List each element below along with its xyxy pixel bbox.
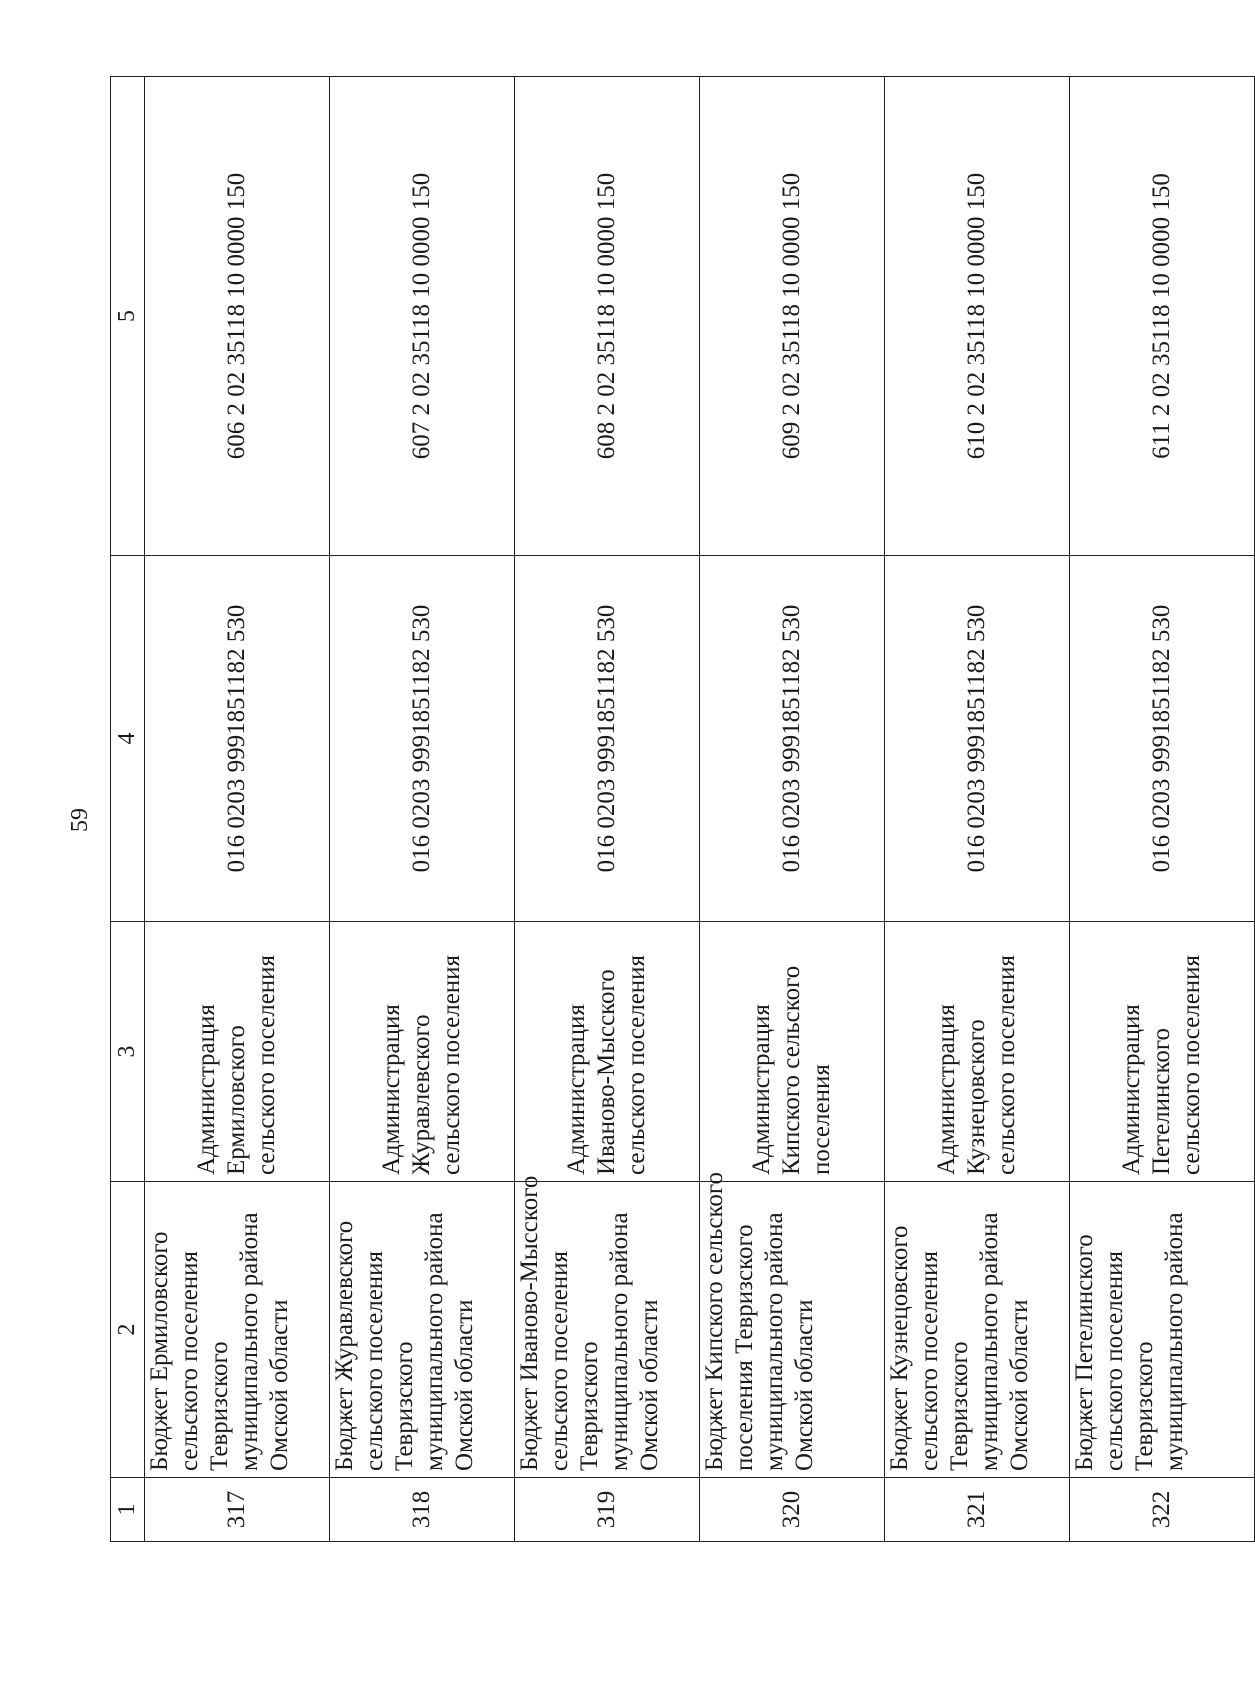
budget-name-cell <box>144 1182 329 1478</box>
revenue-code-cell: 610 2 02 35118 10 0000 150 <box>884 77 1069 556</box>
budget-name-cell <box>699 1172 884 1478</box>
expense-code-cell: 016 0203 9991851182 530 <box>329 556 514 922</box>
administrator-line: сельского поселения <box>1177 954 1205 1175</box>
budget-name-cell <box>514 1175 699 1478</box>
budget-name-line: муниципального района <box>760 1212 788 1471</box>
budget-name-line: Бюджет Ермиловского <box>145 1231 173 1471</box>
budget-table-rotated <box>110 77 1255 1542</box>
budget-name-line: сельского поселения <box>1100 1250 1128 1471</box>
budget-name-line: Тевризского <box>390 1341 418 1471</box>
administrator-cell <box>699 922 884 1182</box>
budget-name-line: Тевризского <box>575 1341 603 1471</box>
revenue-code-cell: 611 2 02 35118 10 0000 150 <box>1069 77 1254 556</box>
expense-code-cell: 016 0203 9991851182 530 <box>884 556 1069 922</box>
administrator-cell <box>884 922 1069 1182</box>
administrator-cell <box>144 922 329 1182</box>
table-header-row <box>111 77 145 1542</box>
table-row <box>699 77 884 1542</box>
revenue-code-cell: 606 2 02 35118 10 0000 150 <box>144 77 329 556</box>
budget-name-line: поселения Тевризского <box>730 1224 758 1471</box>
administrator-line: сельского поселения <box>437 954 465 1175</box>
table-row <box>1069 77 1254 1542</box>
row-number: 319 <box>514 1478 699 1542</box>
budget-name-line: муниципального района <box>235 1212 263 1471</box>
row-number: 321 <box>884 1478 1069 1542</box>
column-header-5: 5 <box>111 77 145 556</box>
table-row <box>329 77 514 1542</box>
budget-name-line: Омской области <box>450 1299 478 1471</box>
column-header-2: 2 <box>111 1182 145 1478</box>
administrator-cell <box>329 922 514 1182</box>
expense-code-cell: 016 0203 9991851182 530 <box>514 556 699 922</box>
budget-name-line: Омской области <box>265 1299 293 1471</box>
column-header-4: 4 <box>111 556 145 922</box>
row-number: 318 <box>329 1478 514 1542</box>
administrator-line: Администрация <box>562 1004 590 1175</box>
administrator-cell <box>1069 922 1254 1182</box>
budget-name-line: муниципального района <box>1160 1212 1188 1471</box>
table-row <box>884 77 1069 1542</box>
administrator-line: сельского поселения <box>252 954 280 1175</box>
budget-name-line: Тевризского <box>1130 1341 1158 1471</box>
budget-name-line: сельского поселения <box>360 1250 388 1471</box>
administrator-line: Петелинского <box>1147 1027 1175 1175</box>
revenue-code-cell: 607 2 02 35118 10 0000 150 <box>329 77 514 556</box>
row-number: 317 <box>144 1478 329 1542</box>
administrator-line: Администрация <box>377 1004 405 1175</box>
revenue-code-cell: 609 2 02 35118 10 0000 150 <box>699 77 884 556</box>
budget-name-line: муниципального района <box>975 1212 1003 1471</box>
budget-name-line: сельского поселения <box>175 1250 203 1471</box>
administrator-cell <box>514 922 699 1182</box>
page-number: 59 <box>66 808 93 832</box>
budget-name-line: Бюджет Кузнецовского <box>885 1225 913 1471</box>
budget-table <box>110 76 1255 1542</box>
table-body <box>111 77 1255 1542</box>
table-row <box>144 77 329 1542</box>
administrator-line: сельского поселения <box>622 954 650 1175</box>
budget-name-line: муниципального района <box>420 1212 448 1471</box>
row-number: 320 <box>699 1478 884 1542</box>
administrator-line: Администрация <box>932 1004 960 1175</box>
budget-name-line: Бюджет Кипского сельского <box>700 1172 728 1471</box>
revenue-code-cell: 608 2 02 35118 10 0000 150 <box>514 77 699 556</box>
expense-code-cell: 016 0203 9991851182 530 <box>144 556 329 922</box>
budget-name-line: Омской области <box>790 1299 818 1471</box>
administrator-line: Администрация <box>192 1004 220 1175</box>
administrator-line: Журавлевского <box>407 1014 435 1175</box>
budget-name-line: Омской области <box>635 1299 663 1471</box>
row-number: 322 <box>1069 1478 1254 1542</box>
administrator-line: Администрация <box>1117 1004 1145 1175</box>
administrator-line: Ермиловского <box>222 1025 250 1175</box>
budget-name-line: Тевризского <box>205 1341 233 1471</box>
administrator-line: Кипского сельского <box>777 965 805 1175</box>
table-row <box>514 77 699 1542</box>
budget-name-line: муниципального района <box>605 1212 633 1471</box>
administrator-line: Администрация <box>747 1004 775 1175</box>
administrator-line: поселения <box>807 1064 835 1175</box>
budget-name-line: Омской области <box>1005 1299 1033 1471</box>
budget-name-line: сельского поселения <box>915 1250 943 1471</box>
budget-name-cell <box>1069 1182 1254 1478</box>
budget-name-cell <box>329 1182 514 1478</box>
budget-name-line: Бюджет Журавлевского <box>330 1220 358 1471</box>
administrator-line: Кузнецовского <box>962 1019 990 1175</box>
budget-name-line: Бюджет Иваново-Мысского <box>515 1175 543 1471</box>
expense-code-cell: 016 0203 9991851182 530 <box>699 556 884 922</box>
administrator-line: сельского поселения <box>992 954 1020 1175</box>
administrator-line: Иваново-Мысского <box>592 969 620 1175</box>
budget-name-line: Бюджет Петелинского <box>1070 1234 1098 1471</box>
budget-name-line: сельского поселения <box>545 1250 573 1471</box>
budget-name-cell <box>884 1182 1069 1478</box>
column-header-3: 3 <box>111 922 145 1182</box>
column-header-1: 1 <box>111 1478 145 1542</box>
budget-name-line: Тевризского <box>945 1341 973 1471</box>
expense-code-cell: 016 0203 9991851182 530 <box>1069 556 1254 922</box>
